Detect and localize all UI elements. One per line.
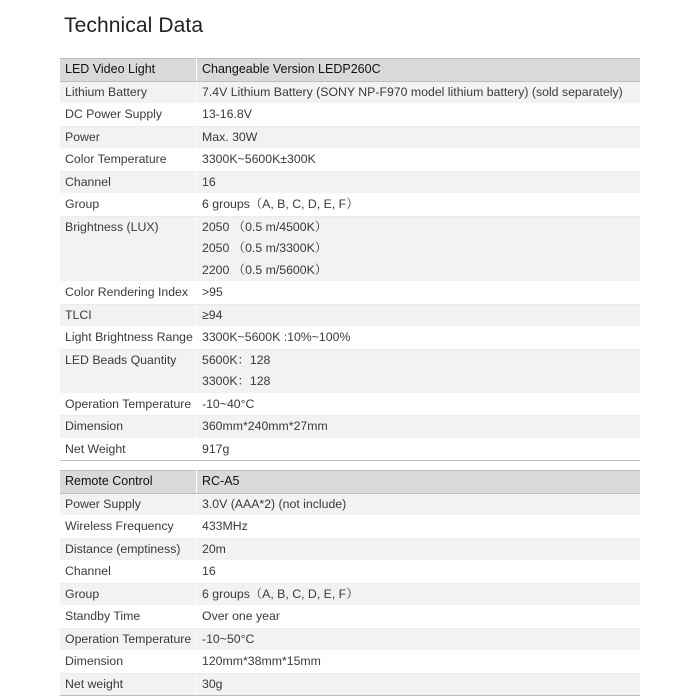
row-value-cell — [197, 282, 641, 305]
row-label: Dimension — [60, 651, 197, 674]
row-label: Net Weight — [60, 438, 197, 461]
row-value-cell — [197, 393, 641, 416]
table-row — [60, 628, 640, 651]
row-value: 20m — [202, 541, 226, 556]
row-label: Brightness (LUX) — [60, 216, 197, 282]
row-label: Power Supply — [60, 493, 197, 516]
header-value: Changeable Version LEDP260C — [197, 59, 641, 82]
row-label: Net weight — [60, 673, 197, 696]
row-value: 2050 （0.5 m/4500K） — [202, 219, 328, 234]
table-row — [60, 651, 640, 674]
table-header-row — [60, 59, 640, 82]
table-row — [60, 81, 640, 104]
row-label: Channel — [60, 561, 197, 584]
row-label: Color Temperature — [60, 149, 197, 172]
row-label: Light Brightness Range — [60, 327, 197, 350]
row-value-cell — [197, 538, 641, 561]
row-label: LED Beads Quantity — [60, 349, 197, 393]
row-value-cell — [197, 673, 641, 696]
row-value-cell — [197, 216, 641, 282]
table-row — [60, 126, 640, 149]
row-value: 2200 （0.5 m/5600K） — [202, 262, 328, 277]
row-value: 3300K~5600K :10%~100% — [202, 330, 351, 344]
header-value: RC-A5 — [197, 471, 641, 494]
page-title: Technical Data — [64, 14, 204, 37]
row-value: 433MHz — [202, 519, 248, 533]
row-value-cell — [197, 104, 641, 127]
row-value: 13-16.8V — [202, 107, 252, 121]
remote-spec-table-body — [60, 471, 640, 696]
row-value-cell — [197, 349, 641, 393]
table-row — [60, 104, 640, 127]
row-value-cell — [197, 493, 641, 516]
row-value-cell — [197, 171, 641, 194]
row-label: Channel — [60, 171, 197, 194]
header-label: Remote Control — [60, 471, 197, 494]
row-value: >95 — [202, 285, 223, 299]
header-label: LED Video Light — [60, 59, 197, 82]
row-value: 6 groups（A, B, C, D, E, F） — [202, 197, 359, 211]
table-row — [60, 171, 640, 194]
row-label: Wireless Frequency — [60, 516, 197, 539]
row-value: 6 groups（A, B, C, D, E, F） — [202, 586, 359, 601]
row-value-cell — [197, 606, 641, 629]
table-row — [60, 194, 640, 217]
remote-spec-table — [60, 470, 640, 696]
row-value-cell — [197, 416, 641, 439]
row-value: 30g — [202, 676, 223, 691]
table-row — [60, 304, 640, 327]
table-row — [60, 327, 640, 350]
row-value-cell — [197, 149, 641, 172]
row-label: Group — [60, 194, 197, 217]
row-value: 360mm*240mm*27mm — [202, 419, 328, 433]
row-value: 2050 （0.5 m/3300K） — [202, 241, 328, 255]
row-value-cell — [197, 583, 641, 606]
row-value: -10~50°C — [202, 631, 255, 646]
table-row — [60, 149, 640, 172]
row-value-cell — [197, 304, 641, 327]
led-spec-table-body — [60, 59, 640, 461]
row-value-cell — [197, 651, 641, 674]
table-row — [60, 438, 640, 461]
row-value-cell — [197, 327, 641, 350]
row-label: Operation Temperature — [60, 393, 197, 416]
row-value-cell — [197, 438, 641, 461]
row-value: 16 — [202, 174, 216, 189]
table-row — [60, 516, 640, 539]
table-row — [60, 216, 640, 282]
row-label: Distance (emptiness) — [60, 538, 197, 561]
row-value: Max. 30W — [202, 129, 258, 144]
table-row — [60, 583, 640, 606]
row-value-cell — [197, 194, 641, 217]
row-label: Group — [60, 583, 197, 606]
row-value-cell — [197, 126, 641, 149]
row-label: TLCI — [60, 304, 197, 327]
table-row — [60, 538, 640, 561]
row-value-cell — [197, 628, 641, 651]
row-label: Lithium Battery — [60, 81, 197, 104]
table-row — [60, 393, 640, 416]
row-value: 7.4V Lithium Battery (SONY NP-F970 model lithium battery) (sold separately) — [202, 84, 623, 99]
row-value-cell — [197, 81, 641, 104]
table-row — [60, 673, 640, 696]
row-value: 5600K：128 — [202, 352, 271, 367]
row-label: DC Power Supply — [60, 104, 197, 127]
row-label: Dimension — [60, 416, 197, 439]
table-row — [60, 606, 640, 629]
row-value: Over one year — [202, 609, 280, 623]
row-value: 3300K：128 — [202, 374, 271, 388]
row-value: 120mm*38mm*15mm — [202, 654, 321, 668]
led-spec-table — [60, 58, 640, 461]
row-value: ≥94 — [202, 307, 223, 322]
row-value: -10~40°C — [202, 396, 255, 411]
table-header-row — [60, 471, 640, 494]
table-row — [60, 282, 640, 305]
table-row — [60, 416, 640, 439]
table-row — [60, 493, 640, 516]
row-label: Power — [60, 126, 197, 149]
row-label: Color Rendering Index — [60, 282, 197, 305]
row-value-cell — [197, 561, 641, 584]
table-row — [60, 561, 640, 584]
row-label: Operation Temperature — [60, 628, 197, 651]
row-value: 917g — [202, 441, 230, 456]
row-value-cell — [197, 516, 641, 539]
row-value: 3.0V (AAA*2) (not include) — [202, 496, 347, 511]
table-row — [60, 349, 640, 393]
row-value: 16 — [202, 564, 216, 578]
row-value: 3300K~5600K±300K — [202, 152, 316, 166]
row-label: Standby Time — [60, 606, 197, 629]
